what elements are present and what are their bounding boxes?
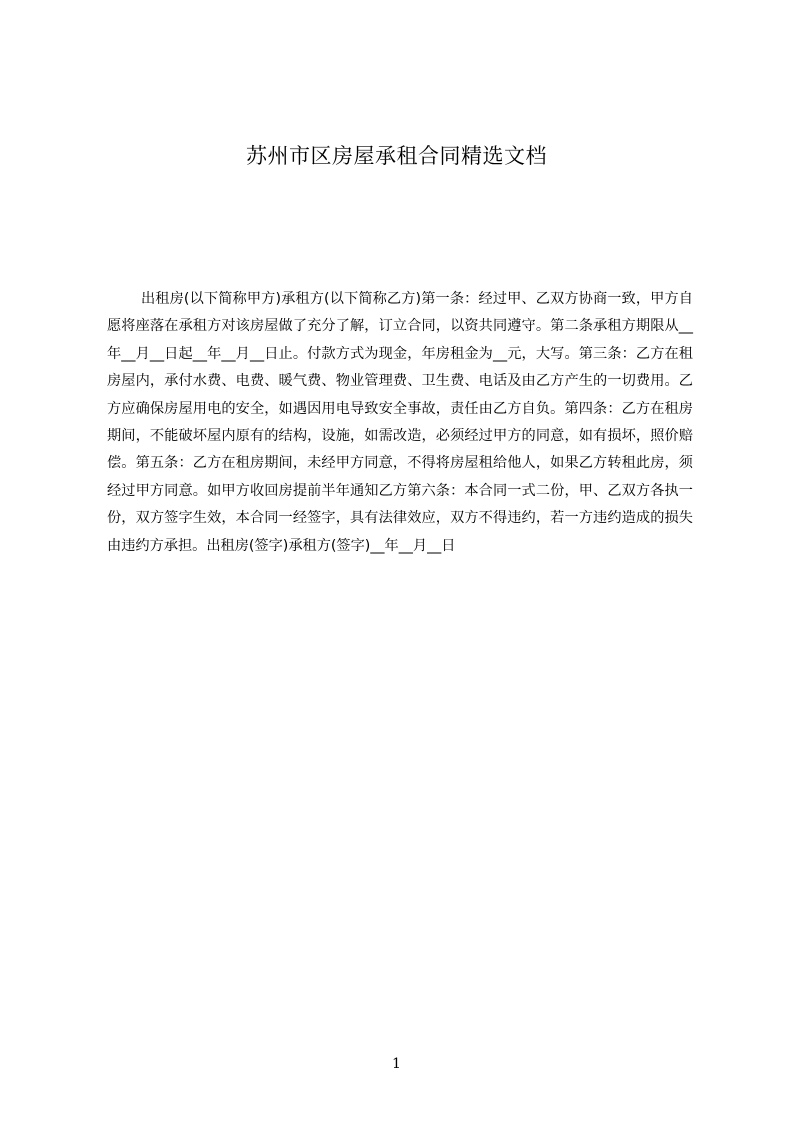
page-number: 1 <box>392 1056 401 1072</box>
document-title: 苏州市区房屋承租合同精选文档 <box>246 144 547 168</box>
contract-body: 出租房(以下简称甲方)承租方(以下简称乙方)第一条：经过甲、乙双方协商一致，甲方自愿将座落在承租方对该房屋做了充分了解，订立合同，以资共同遵守。第二条承租方期限从__年__月__日起__年__月__日止。付款方式为现金，年房租金为__元，大写。第三条：乙方在租房屋内，承付水费、电费、暖气费、物业管理费、卫生费、电话及由乙方产生的一切费用。乙方应确保房屋用电的安全，如遇因用电导致安全事故，责任由乙方自负。第四条：乙方在租房期间，不能破坏屋内原有的结构，设施，如需改造，必须经过甲方的同意，如有损坏，照价赔偿。第五条：乙方在租房期间，未经甲方同意，不得将房屋租给他人，如果乙方转租此房，须经过甲方同意。如甲方收回房提前半年通知乙方第六条：本合同一式二份，甲、乙双方各执一份，双方签字生效，本合同一经签字，具有法律效应，双方不得违约，若一方违约造成的损失由违约方承担。出租房(签字)承租方(签字)__年__月__日 <box>107 291 693 554</box>
